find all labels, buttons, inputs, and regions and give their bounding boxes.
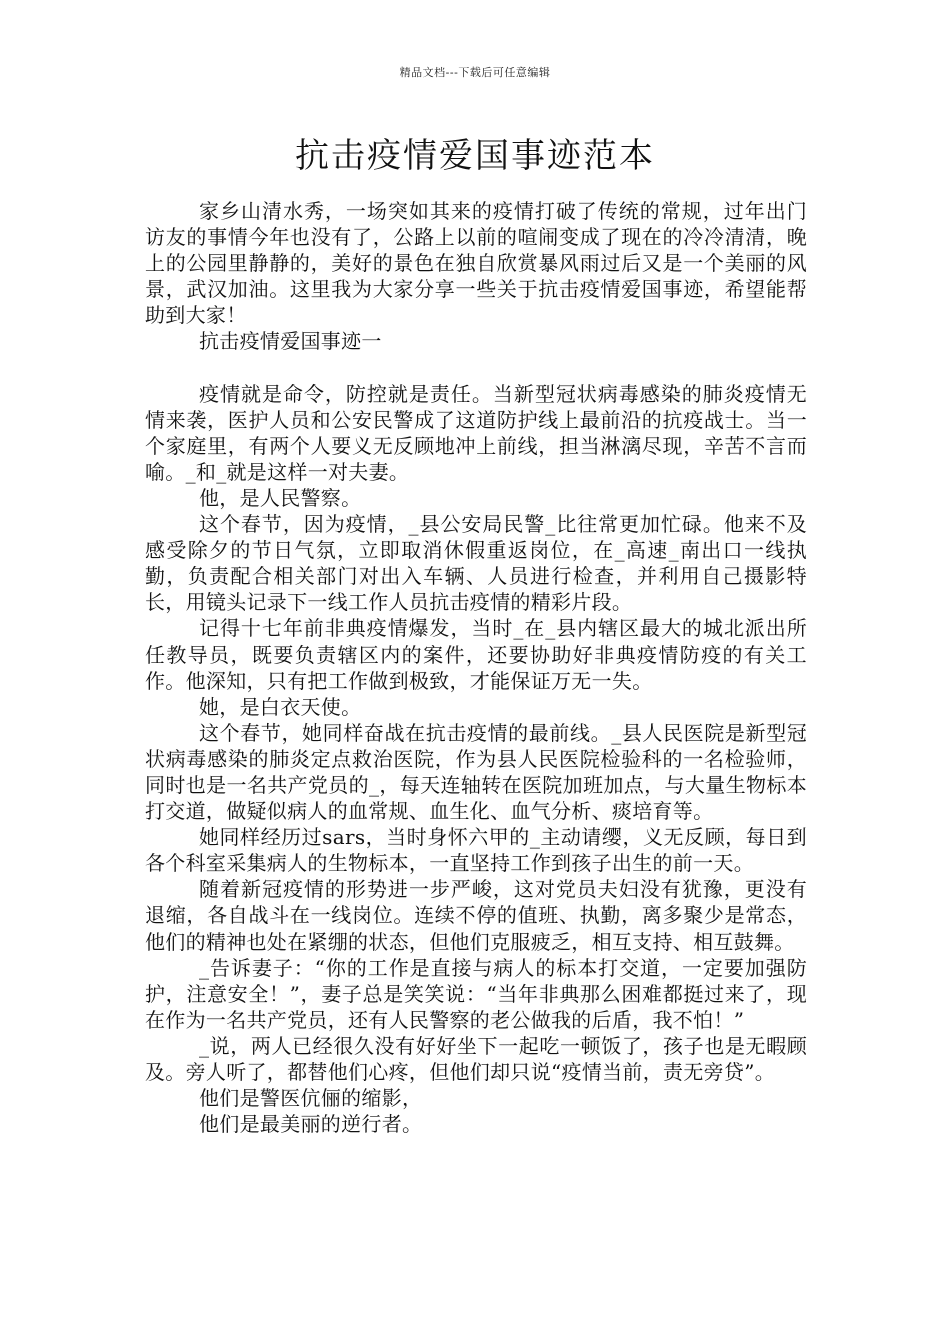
paragraph: 她，是白衣天使。 (199, 694, 362, 719)
header-note: 精品文档---下载后可任意编辑 (399, 66, 551, 79)
section-heading: 抗击疫情爱国事迹一 (199, 329, 382, 354)
document-body (145, 198, 807, 1137)
paragraph: 他们是最美丽的逆行者。 (199, 1112, 423, 1137)
paragraph: 这个春节，因为疫情，_县公安局民警_比往常更加忙碌。他来不及感受除夕的节日气氛，立即取消休假重返岗位，在_高速_南出口一线执勤，负责配合相关部门对出入车辆、人员进行检查，并利用自己摄影特长，用镜头记录下一线工作人员抗击疫情的精彩片段。 (145, 512, 807, 615)
paragraph: 疫情就是命令，防控就是责任。当新型冠状病毒感染的肺炎疫情无情来袭，医护人员和公安民警成了这道防护线上最前沿的抗疫战士。当一个家庭里，有两个人要义无反顾地冲上前线，担当淋漓尽现，辛苦不言而喻。_和_就是这样一对夫妻。 (145, 381, 807, 484)
paragraph: 她同样经历过sars，当时身怀六甲的_主动请缨，义无反顾，每日到各个科室采集病人的生物标本，一直坚持工作到孩子出生的前一天。 (145, 825, 807, 876)
blank-line (145, 355, 807, 381)
paragraph: 记得十七年前非典疫情爆发，当时_在_县内辖区最大的城北派出所任教导员，既要负责辖区内的案件，还要协助好非典疫情防疫的有关工作。他深知，只有把工作做到极致，才能保证万无一失。 (145, 616, 807, 693)
paragraph: _告诉妻子：“你的工作是直接与病人的标本打交道，一定要加强防护，注意安全！”，妻子总是笑笑说：“当年非典那么困难都挺过来了，现在作为一名共产党员，还有人民警察的老公做我的后盾，我不怕！” (145, 955, 807, 1032)
paragraph: 随着新冠疫情的形势进一步严峻，这对党员夫妇没有犹豫，更没有退缩，各自战斗在一线岗位。连续不停的值班、执勤，离多聚少是常态，他们的精神也处在紧绷的状态，但他们克服疲乏，相互支持、相互鼓舞。 (145, 877, 807, 954)
paragraph: 他们是警医伉俪的缩影， (199, 1086, 423, 1111)
paragraph: 这个春节，她同样奋战在抗击疫情的最前线。_县人民医院是新型冠状病毒感染的肺炎定点救治医院，作为县人民医院检验科的一名检验师，同时也是一名共产党员的_，每天连轴转在医院加班加点，与大量生物标本打交道，做疑似病人的血常规、血生化、血气分析、痰培育等。 (145, 720, 807, 824)
paragraph: _说，两人已经很久没有好好坐下一起吃一顿饭了，孩子也是无暇顾及。旁人听了，都替他们心疼，但他们却只说“疫情当前，责无旁贷”。 (145, 1033, 807, 1084)
paragraph: 他，是人民警察。 (199, 485, 362, 510)
paragraph-intro: 家乡山清水秀，一场突如其来的疫情打破了传统的常规，过年出门访友的事情今年也没有了，公路上以前的喧闹变成了现在的冷冷清清，晚上的公园里静静的，美好的景色在独自欣赏暴风雨过后又是一个美丽的风景，武汉加油。这里我为大家分享一些关于抗击疫情爱国事迹，希望能帮助到大家！ (145, 199, 807, 328)
document-title: 抗击疫情爱国事迹范本 (295, 136, 655, 176)
